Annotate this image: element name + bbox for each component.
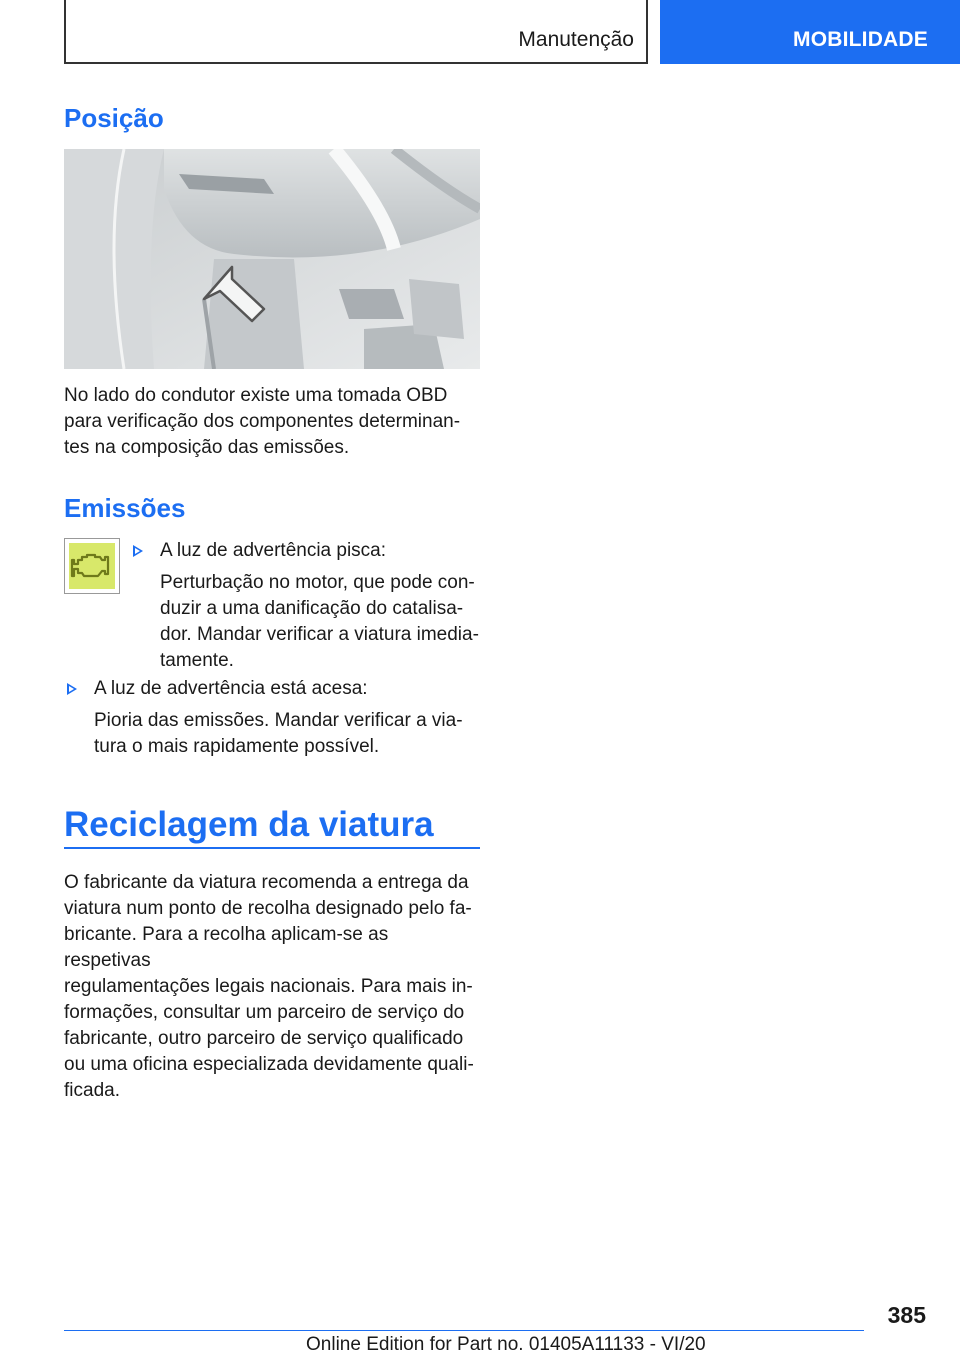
reciclagem-paragraph [64,870,480,1104]
engine-icon [69,543,115,589]
reciclagem-line: formações, consultar um parceiro de serviço do [64,1002,465,1023]
bullet-body-line: duzir a uma danificação do catalisa- [160,598,464,619]
header-section-box [64,0,648,64]
lamp-background [69,543,115,589]
check-engine-warning-lamp-icon [64,538,120,594]
bullet-item [160,538,490,564]
bullet-triangle-icon [133,545,143,557]
heading-rule [64,847,480,849]
obd-socket-location-photo [64,149,480,369]
bullet-triangle-icon [67,683,77,695]
bullet-item [94,676,484,702]
bullet-title: A luz de advertência pisca: [160,540,387,561]
bullet-body [160,570,490,674]
page-number: 385 [887,1302,926,1328]
footer-rule [64,1330,864,1331]
reciclagem-line: viatura num ponto de recolha designado pelo fa- [64,898,472,919]
bullet-body [94,708,484,760]
posicao-line: para verificação dos componentes determinan- [64,411,461,432]
bullet-body-line: tamente. [160,650,234,671]
reciclagem-line: ou uma oficina especializada devidamente quali- [64,1054,474,1075]
footer-edition: Online Edition for Part no. 01405A11133 - VI/20 [306,1334,706,1355]
reciclagem-line: bricante. Para a recolha aplicam-se as respetivas [64,924,389,971]
posicao-line: No lado do condutor existe uma tomada OBD [64,385,448,406]
bullet-title: A luz de advertência está acesa: [94,678,368,699]
reciclagem-line: O fabricante da viatura recomenda a entrega da [64,872,469,893]
section-title: Manutenção [518,28,634,51]
posicao-line: tes na composição das emissões. [64,437,350,458]
posicao-paragraph [64,383,480,461]
bullet-body-line: tura o mais rapidamente possível. [94,736,380,757]
reciclagem-line: fabricante, outro parceiro de serviço qualificado [64,1028,464,1049]
reciclagem-line: regulamentações legais nacionais. Para mais in- [64,976,473,997]
heading-posicao: Posição [64,103,164,133]
heading-reciclagem: Reciclagem da viatura [64,805,434,844]
bullet-body-line: Perturbação no motor, que pode con- [160,572,475,593]
bullet-body-line: dor. Mandar verificar a viatura imedia- [160,624,479,645]
heading-emissoes: Emissões [64,493,186,523]
reciclagem-line: ficada. [64,1080,120,1101]
chapter-tab [660,0,960,64]
bullet-body-line: Pioria das emissões. Mandar verificar a via- [94,710,463,731]
chapter-tab-label: MOBILIDADE [793,28,928,51]
